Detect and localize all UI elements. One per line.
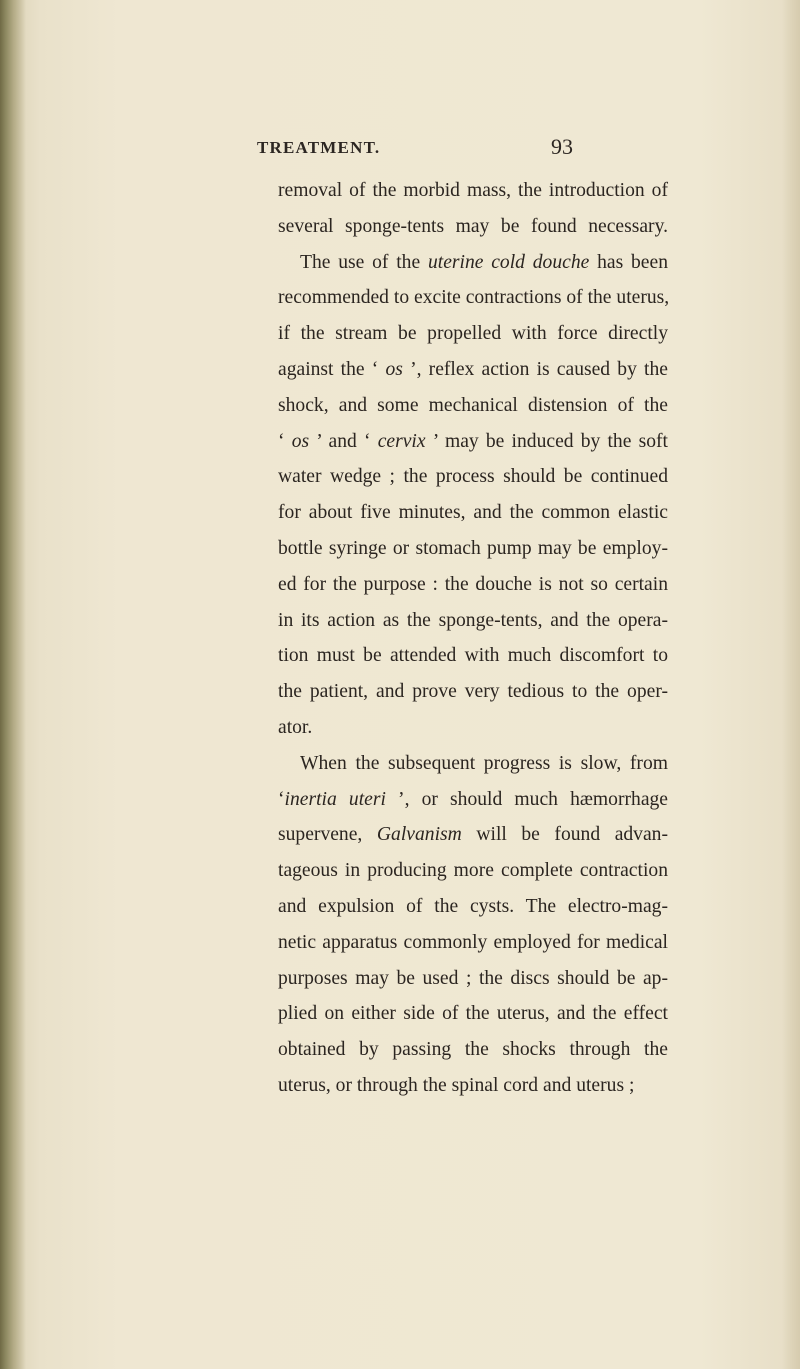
- line-text: for about five minutes, and the common elastic: [278, 502, 668, 524]
- line-text: and expulsion of the cysts. The electro-mag-: [278, 895, 668, 917]
- line-text: supervene,: [278, 824, 377, 846]
- text-line: [278, 567, 668, 603]
- line-text: ‘: [278, 430, 292, 452]
- line-text: removal of the morbid mass, the introduction of: [278, 180, 668, 201]
- text-line: [278, 603, 668, 639]
- text-line: [278, 245, 668, 281]
- text-line: [278, 280, 668, 316]
- binding-gutter-shadow: [0, 0, 26, 1369]
- line-text: several sponge-tents may be found necessary.: [278, 215, 668, 237]
- line-text: plied on either side of the uterus, and the effect: [278, 1003, 668, 1025]
- line-text: tageous in producing more complete contraction: [278, 860, 668, 882]
- text-line: [278, 459, 668, 495]
- line-text: purposes may be used ; the discs should be ap-: [278, 967, 668, 989]
- line-text: The use of the: [300, 251, 428, 273]
- running-head-title: TREATMENT.: [257, 138, 381, 157]
- line-text: ’ may be induced by the soft: [425, 430, 668, 452]
- line-text: tion must be attended with much discomfort to: [278, 645, 668, 667]
- text-line: [278, 1068, 668, 1104]
- line-text: recommended to excite contractions of the uterus,: [278, 287, 670, 309]
- text-line: [278, 173, 668, 209]
- italic-term: uterine cold douche: [427, 251, 590, 273]
- line-text: has been: [589, 251, 668, 273]
- text-line: [278, 853, 668, 889]
- line-text: water wedge ; the process should be continued: [278, 466, 668, 488]
- text-line: [278, 889, 668, 925]
- line-text: bottle syringe or stomach pump may be employ-: [278, 537, 668, 559]
- line-text: When the subsequent progress is slow, from: [300, 752, 668, 774]
- line-text: obtained by passing the shocks through the: [278, 1039, 668, 1061]
- text-line: [278, 746, 668, 782]
- text-line: [278, 388, 668, 424]
- running-head: [0, 134, 800, 170]
- text-line: [278, 782, 668, 818]
- text-line: [278, 638, 668, 674]
- italic-term: os: [291, 430, 310, 452]
- line-text: uterus, or through the spinal cord and uterus ;: [278, 1074, 635, 1096]
- line-text: ’, reflex action is caused by the: [402, 358, 668, 380]
- line-text: ’ and ‘: [309, 430, 378, 452]
- line-text: the patient, and prove very tedious to the oper-: [278, 681, 668, 703]
- italic-term: inertia uteri: [284, 788, 386, 810]
- text-line: [278, 996, 668, 1032]
- line-text: ’, or should much hæmorrhage: [385, 788, 669, 810]
- text-line: [278, 531, 668, 567]
- text-line: [278, 352, 668, 388]
- line-text: will be found advan-: [461, 824, 668, 846]
- line-text: netic apparatus commonly employed for medical: [278, 931, 668, 953]
- line-text: shock, and some mechanical distension of the: [278, 394, 668, 416]
- text-line: [278, 817, 668, 853]
- page-number: 93: [551, 134, 573, 159]
- italic-term: cervix: [377, 430, 426, 452]
- text-line: [278, 495, 668, 531]
- text-line: [278, 674, 668, 710]
- line-text: ‘: [278, 788, 285, 810]
- italic-term: Galvanism: [376, 824, 462, 846]
- text-line: [278, 925, 668, 961]
- text-line: [278, 961, 668, 997]
- page-right-edge: [782, 0, 800, 1369]
- text-line: [278, 316, 668, 352]
- line-text: if the stream be propelled with force directly: [278, 323, 668, 345]
- body-text: [278, 173, 668, 1104]
- line-text: in its action as the sponge-tents, and the opera-: [278, 609, 668, 631]
- line-text: ator.: [278, 716, 313, 738]
- italic-term: os: [385, 358, 403, 380]
- text-line: [278, 710, 668, 746]
- text-line: [278, 209, 668, 245]
- text-line: [278, 1032, 668, 1068]
- line-text: ed for the purpose : the douche is not so certain: [278, 573, 668, 595]
- line-text: against the ‘: [278, 358, 386, 380]
- text-line: [278, 424, 668, 460]
